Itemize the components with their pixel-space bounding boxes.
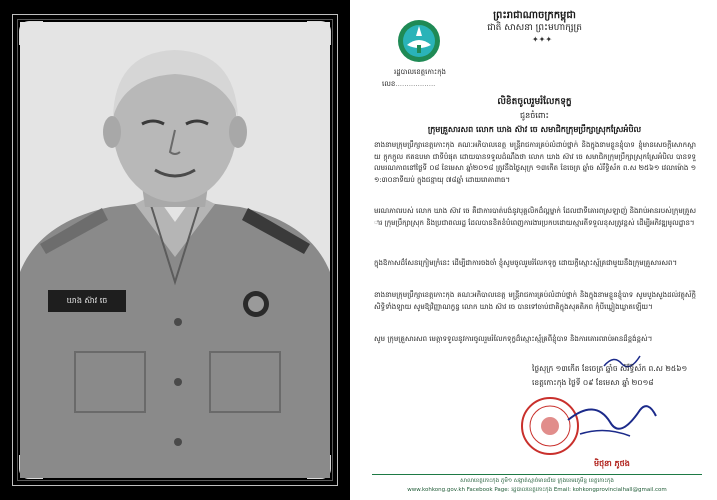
national-motto: ជាតិ សាសនា ព្រះមហាក្សត្រ <box>487 23 582 33</box>
signer-name: មិថុនា ភូថង <box>594 459 630 468</box>
condolence-letter <box>352 0 717 500</box>
kingdom-header: ព្រះរាជាណាចក្រកម្ពុជា <box>493 10 576 21</box>
document-number-label: លេខ <box>382 80 396 88</box>
province-name: រដ្ឋបាលខេត្តកោះកុង <box>394 68 446 76</box>
body-paragraph: សូម ក្រុមគ្រួសារសព មេត្តាទទួលនូវការចូលរួមរំលែកទុក្ខដ៏ស្មោះស្ម័គ្រពីខ្ញុំបាទ និងការគោរពរាប់អានដ៏ខ្ពង់ខ្ពស់។ <box>374 335 653 343</box>
subject-line: ក្រុមគ្រួសារសព លោក ឃាង ស៊ាវ ចេ សមាជិកក្រុមប្រឹក្សាស្រុកស្រែអំបិល <box>427 125 642 134</box>
province-logo-icon <box>396 18 442 64</box>
recipient-line: ជូនចំពោះ <box>520 111 549 120</box>
body-paragraph: ខាងនាមក្រុមប្រឹក្សាខេត្តកោះកុង គណៈអភិបាលខេត្ត មន្ត្រីរាជការគ្រប់លំដាប់ថ្នាក់ និងក្នុងនាមខ្លួនខ្ញុំបាទ សូមបួងសួងដល់វត្ថុស័ក្តិសិទ្ធិទាំងឡាយ សូមឱ្យវិញ្ញាណក្ខន្ធ លោក ឃាង ស៊ាវ ចេ បានទៅចាប់ជាតិក្នុងសុគតិភព កុំបីឃ្លៀងឃ្លាតឡើយ។ <box>374 291 696 311</box>
letter-title: លិខិតចូលរួមរំលែកទុក្ខ <box>497 97 572 107</box>
memorial-portrait <box>0 0 350 500</box>
footer-divider <box>372 474 702 475</box>
footer-contacts: www.kohkong.gov.kh Facebook Page: រដ្ឋបាលខេត្តកោះកុង Email: kohkongprovincialhall@gmail.com <box>407 487 667 493</box>
header-ornament: ✦✦✦ <box>531 35 553 44</box>
body-paragraph: ក្នុងឱកាសដ៏សែនក្រៀមក្រំនេះ ដើម្បីជាការចងចាំ ខ្ញុំសូមចូលរួមរំលែកទុក្ខ ដោយក្តីស្មោះស្ម័គ្រជាមួយនឹងក្រុមគ្រួសារសព។ <box>374 259 678 267</box>
solar-date: ខេត្តកោះកុង ថ្ងៃទី ០៩ ខែមេសា ឆ្នាំ ២០១៨ <box>532 378 654 387</box>
footer-address: សាលាខេត្តកោះកុង ភូមិ១ សង្កាត់ស្មាច់មានជ័យ ក្រុងខេមរភូមិន្ទ ខេត្តកោះកុង <box>460 478 614 484</box>
body-paragraph: មរណភាពរបស់ លោក ឃាង ស៊ាវ ចេ គឺជាការបាត់បង់នូវបុគ្គលិកដ៏ល្អម្នាក់ ដែលជាទីគោរពស្រឡាញ់ និងរាប់អានរបស់ក្រុមគ្រួសារ ក្រុមប្រឹក្សាស្រុក និងប្រជាពលរដ្ឋ ដែលបានខិតខំបំពេញការងារប្រកបដោយស្មារតីទទួលខុសត្រូវខ្ពស់ ដើម្បីអភិវឌ្ឍមូលដ្ឋាន។ <box>374 207 696 227</box>
official-seal-and-signature <box>510 390 660 460</box>
portrait-photo <box>20 22 330 478</box>
lunar-date: ថ្ងៃសុក្រ ១៣កើត ខែចេត្រ ឆ្នាំច សំរឹទ្ធិស័ក ព.ស ២៥៦១ <box>532 364 688 373</box>
document-number: លេខ.................. <box>382 80 436 88</box>
name-badge-text: ឃាង ស៊ាវ ចេ <box>66 296 108 305</box>
body-paragraph: ខាងនាមក្រុមប្រឹក្សាខេត្តកោះកុង គណៈអភិបាលខេត្ត មន្ត្រីរាជការគ្រប់លំដាប់ថ្នាក់ និងក្នុងនាមខ្លួនខ្ញុំបាទ ខ្ញុំមានសេចក្តីសោកស្តាយ ក្តុកក្តួល ឥតឧបមា ជាទីបំផុត ដោយបានទទួលដំណឹងថា លោក ឃាង ស៊ាវ ចេ សមាជិកក្រុមប្រឹក្សាស្រុកស្រែអំបិល បានទទួលមរណភាពនៅថ្ងៃទី ០៨ ខែមេសា ឆ្នាំ២០១៨ ត្រូវនឹងថ្ងៃសុក្រ ១៣កើត ខែចេត្រ ឆ្នាំច សំរឹទ្ធិស័ក ព.ស ២៥៦១ វេលាម៉ោង ១១:៣០នាទីយប់ ក្នុងជន្មាយុ ៧៨ឆ្នាំ ដោយរោគាពាធ។ <box>374 141 696 184</box>
